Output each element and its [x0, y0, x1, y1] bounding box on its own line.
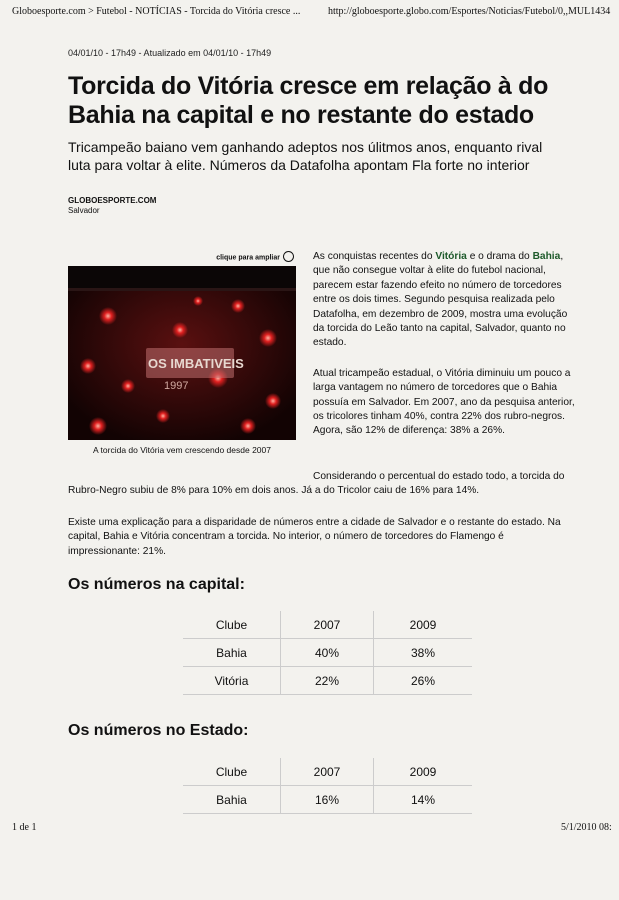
table-cell: 16%	[281, 786, 374, 814]
photo-caption: A torcida do Vitória vem crescendo desde 2007	[93, 445, 271, 455]
table-header-cell: 2009	[374, 611, 473, 639]
paragraph-1-text-a: As conquistas recentes do	[313, 251, 436, 262]
table-header-row	[183, 611, 472, 639]
zoom-icon[interactable]	[283, 251, 294, 262]
paragraph-1-text-c: , que não consegue voltar à elite do futebol nacional, parecem estar fazendo efeito no número de torcedores entre os dois times. Segundo pesquisa realizada pelo Datafolha, em dezembro de 2009, mostra uma evolução da torcida do Leão tanto na capital, Salvador, quanto no estado.	[313, 251, 568, 349]
source-label: GLOBOESPORTE.COM	[68, 196, 157, 205]
link-bahia[interactable]: Bahia	[532, 251, 561, 262]
table-header-cell: Clube	[183, 611, 281, 639]
page-count: 1 de 1	[12, 822, 37, 833]
table-cell: Bahia	[183, 786, 281, 814]
table-header-cell: 2007	[281, 611, 374, 639]
paragraph-1-text-b: e o drama do	[466, 251, 533, 262]
paragraph-1	[313, 250, 575, 351]
photo-crowd[interactable]	[68, 266, 296, 440]
estado-table	[183, 758, 472, 814]
city-label: Salvador	[68, 206, 100, 215]
table-header-cell: 2009	[374, 758, 473, 786]
photo-crowd-image	[68, 266, 296, 440]
table-cell: 22%	[281, 667, 374, 695]
table-cell: 38%	[374, 639, 473, 667]
article-body-column	[313, 250, 575, 455]
table-row	[183, 667, 472, 695]
dateline: 04/01/10 - 17h49 - Atualizado em 04/01/10 - 17h49	[68, 48, 272, 58]
estado-heading: Os números no Estado:	[68, 722, 249, 739]
link-vitoria[interactable]: Vitória	[435, 251, 467, 262]
zoom-link[interactable]	[68, 252, 294, 264]
table-cell: Bahia	[183, 639, 281, 667]
table-cell: Vitória	[183, 667, 281, 695]
svg-text:1997: 1997	[164, 380, 189, 392]
print-date: 5/1/2010 08:	[561, 822, 612, 833]
table-cell: 40%	[281, 639, 374, 667]
headline: Torcida do Vitória cresce em relação à do Bahia na capital e no restante do estado	[68, 72, 549, 129]
print-header-url: http://globoesporte.globo.com/Esportes/Noticias/Futebol/0,,MUL1434	[328, 6, 611, 17]
table-row	[183, 639, 472, 667]
svg-text:OS IMBATIVEIS: OS IMBATIVEIS	[148, 356, 244, 371]
capital-heading: Os números na capital:	[68, 576, 245, 593]
table-header-cell: Clube	[183, 758, 281, 786]
table-cell: 26%	[374, 667, 473, 695]
table-header-row	[183, 758, 472, 786]
estado-table-clip	[68, 758, 568, 807]
subheadline: Tricampeão baiano vem ganhando adeptos nos úlitmos anos, enquanto rival luta para voltar à elite. Números da Datafolha apontam Fla forte no interior	[68, 139, 543, 173]
capital-table	[183, 611, 472, 695]
paragraph-3: Considerando o percentual do estado todo, a torcida do Rubro-Negro subiu de 8% para 10% em dois anos. Já a do Tricolor caiu de 16% para 14%.	[68, 471, 565, 497]
paragraph-2: Atual tricampeão estadual, o Vitória diminuiu um pouco a larga vantagem no número de torcedores que o Bahia possuía em Salvador. Em 2007, ano da pesquisa anterior, os tricolores tinham 40%, contra 22% dos rubro-negros. Agora, são 12% de diferença: 38% a 26%.	[313, 367, 575, 437]
print-header-title: Globoesporte.com > Futebol - NOTÍCIAS - Torcida do Vitória cresce ...	[12, 6, 301, 17]
paragraph-4: Existe uma explicação para a disparidade de números entre a cidade de Salvador e o restante do estado. Na capital, Bahia e Vitória concentram a torcida. No interior, o número de torcedores do Flamengo é impressionante: 21%.	[68, 517, 561, 557]
article	[68, 48, 575, 807]
zoom-label[interactable]: clique para ampliar	[216, 254, 280, 262]
table-cell: 14%	[374, 786, 473, 814]
table-header-cell: 2007	[281, 758, 374, 786]
table-row	[183, 786, 472, 814]
photo-block	[68, 252, 296, 455]
